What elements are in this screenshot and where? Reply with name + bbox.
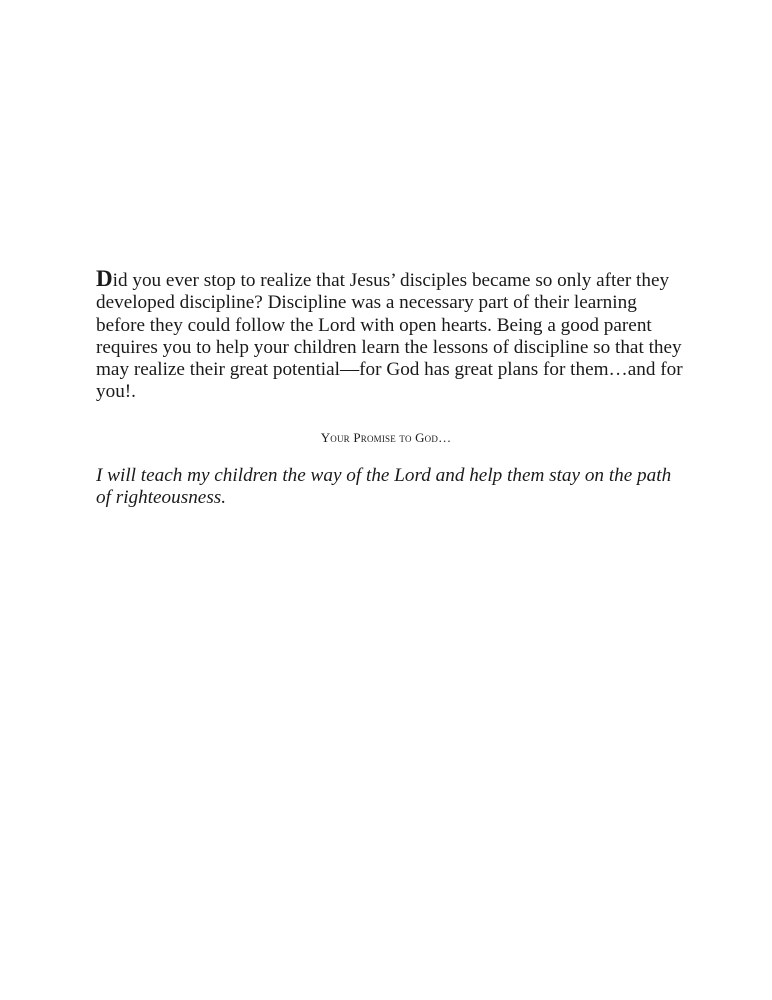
promise-heading: Your Promise to God… xyxy=(320,430,452,445)
intro-paragraph-text: id you ever stop to realize that Jesus’ disciples became so only after they developed discipline? Discipline was a necessary part of their learning before they could follow the Lord with open hearts. Being a good parent requires you to help your children learn the lessons of discipline so that they may realize their great potential—for God has great plans for them…and for you!. xyxy=(96,270,683,403)
intro-paragraph xyxy=(96,268,686,404)
promise-statement: I will teach my children the way of the Lord and help them stay on the path of righteousness. xyxy=(96,465,672,509)
drop-cap-letter: D xyxy=(96,266,113,291)
